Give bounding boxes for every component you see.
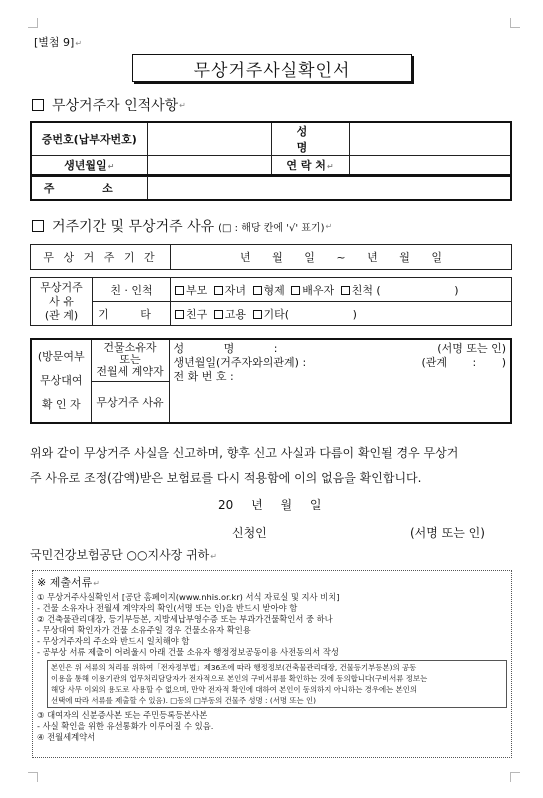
address-table <box>30 174 512 201</box>
period-label: 무 상 거 주 기 간 <box>31 245 171 270</box>
personal-info-table <box>30 121 512 177</box>
corner-guide <box>28 18 38 28</box>
option-parent[interactable]: 부모 <box>175 284 207 297</box>
corner-guide <box>510 772 520 782</box>
contact-field[interactable] <box>349 156 511 176</box>
id-number-field[interactable] <box>147 122 271 156</box>
name-field[interactable] <box>349 122 511 156</box>
page-title: 무상거주사실확인서 <box>132 54 412 82</box>
option-child[interactable]: 자녀 <box>214 284 246 297</box>
option-other[interactable]: 기타( <box>253 308 290 321</box>
option-sibling[interactable]: 형제 <box>253 284 285 297</box>
option-friend[interactable]: 친구 <box>175 308 207 321</box>
section-heading-personal: 무상거주자 인적사항 ↵ <box>32 95 186 115</box>
option-relative[interactable]: 친척 ( <box>341 284 381 297</box>
birth-date-field[interactable] <box>147 156 271 176</box>
addressee: 국민건강보험공단 ○○지사장 귀하↵ <box>30 548 217 562</box>
reason-label: 무상거주 사 유 (관 계) <box>31 278 93 326</box>
documents-tail: ③ 대여자의 신분증사본 또는 주민등록등본사본 - 사실 확인을 위한 유선통화가 이루어질 수 있음. ④ 전월세계약서 <box>37 710 214 742</box>
relative-label: 친 · 인척 <box>93 278 171 302</box>
id-number-label: 증번호(납부자번호) <box>31 122 147 156</box>
checkbox-icon <box>32 220 44 232</box>
annex-label: [별첨 9]↵ <box>34 36 83 49</box>
date-line: 20 년 월 일 <box>218 498 322 512</box>
section-heading-period: 거주기간 및 무상거주 사유 (□ : 해당 칸에 '√' 표기) ↵ <box>32 216 332 236</box>
documents-heading: ※ 제출서류↵ <box>37 576 100 589</box>
corner-guide <box>510 18 520 28</box>
relative-options: 부모 자녀 형제 배우자 친척 ( ) <box>171 278 512 302</box>
required-documents-box <box>32 570 512 758</box>
other-options: 친구 고용 기타( ) <box>171 302 512 326</box>
option-spouse[interactable]: 배우자 <box>291 284 334 297</box>
free-reason-label: 무상거주 사유 <box>91 381 169 423</box>
name-label: 성 명 <box>271 122 349 156</box>
address-label: 주 소 <box>31 175 147 200</box>
checkbox-icon <box>32 99 44 111</box>
confirmer-table <box>30 338 512 424</box>
applicant-sign: (서명 또는 인) <box>410 526 485 540</box>
consent-box: 본인은 위 서류의 처리를 위하여「전자정부법」제36조에 따라 행정정보(건축물관리대장, 건물등기부등본)의 공동 이용을 통해 이용기관의 업무처리담당자가 전자적으로 본인의 구비서류를 확인하는 것에 동의합니다(구비서류 정보는 해당 사무 이외의 용도로 사용할 수 없으며, 만약 전자적 확인에 대하여 본인이 동의하지 아니하는 경우에는 본인의 선택에 따라 서류를 제출할 수 있음). □동의 □부동의 건물주 성명 : (서명 또는 인) <box>47 660 507 708</box>
owner-info-field[interactable]: 성 명 : (서명 또는 인) 생년월일(거주자와의관계) : (관계 : ) 전 화 번 호 : <box>169 339 511 423</box>
contact-label: 연 락 처↵ <box>271 156 349 176</box>
period-field[interactable]: 년 월 일 ~ 년 월 일 <box>171 245 512 270</box>
corner-guide <box>28 772 38 782</box>
period-table <box>30 244 512 270</box>
address-field[interactable] <box>147 175 511 200</box>
owner-label: 건물소유자 또는 전월세 계약자 <box>91 339 169 381</box>
documents-list: ① 무상거주사실확인서 [공단 홈페이지(www.nhis.or.kr) 서식 자료실 및 지사 비치] - 건물 소유자나 전월세 계약자의 확인(서명 또는 인)을 반드시 받아야 함 ② 건축물관리대장, 등기부등본, 지방세납부영수증 또는 부과가건물확인서 중 하나 - 무상대여 확인자가 건물 소유주일 경우 건물소유자 확인용 - 무상거주자의 주소와 반드시 일치해야 함 - 공부상 서류 제출이 어려울시 아래 건물 소유자 행정정보공동이용 사전동의서 작성 <box>37 592 340 657</box>
option-employment[interactable]: 고용 <box>214 308 246 321</box>
other-label: 기 타 <box>93 302 171 326</box>
applicant-label: 신청인 <box>232 526 267 540</box>
birth-date-label: 생년월일↵ <box>31 156 147 176</box>
declaration-text: 위와 같이 무상거주 사실을 신고하며, 향후 신고 사실과 다름이 확인될 경우 무상거 주 사유로 조정(감액)받은 보험료를 다시 적용함에 이의 없음을 확인합니다. <box>30 446 459 485</box>
confirmer-label: (방문여부 무상대여 확 인 자 <box>31 339 91 423</box>
reason-table <box>30 277 512 326</box>
